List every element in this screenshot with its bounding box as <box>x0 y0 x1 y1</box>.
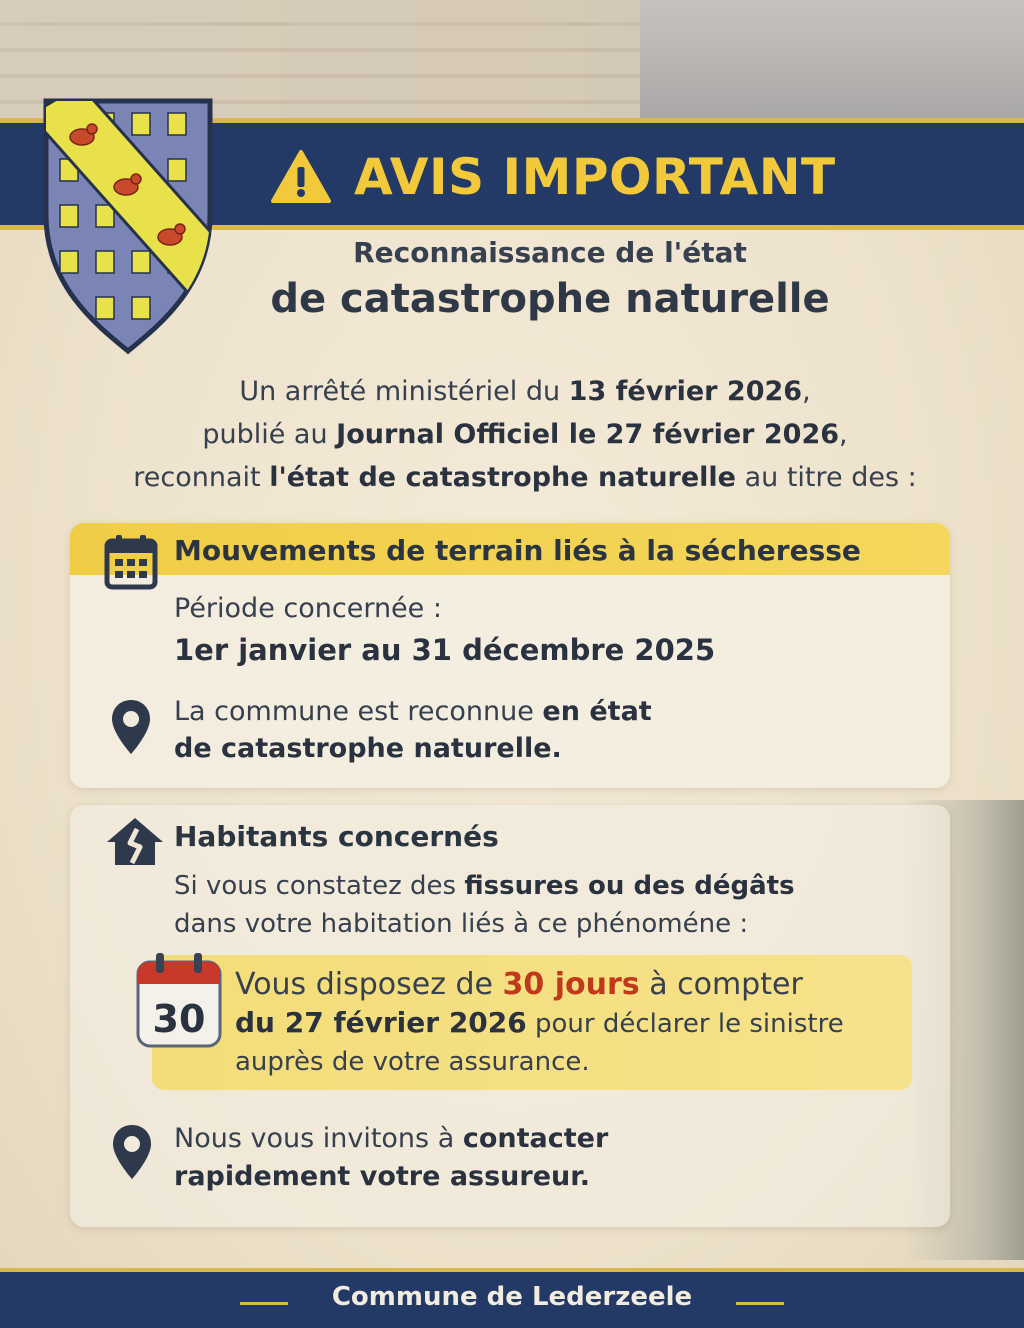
banner-title: AVIS IMPORTANT <box>354 148 836 206</box>
footer-divider-right <box>736 1302 784 1305</box>
period-label: Période concernée : <box>174 593 442 624</box>
footer-banner <box>0 1268 1024 1328</box>
subtitle-line-2: de catastrophe naturelle <box>270 276 830 322</box>
calendar-30-number: 30 <box>152 997 206 1041</box>
calendar-30-icon <box>134 950 226 1052</box>
residents-title: Habitants concernés <box>174 820 499 853</box>
coat-of-arms-logo <box>40 95 216 355</box>
footer-text: Commune de Lederzeele <box>331 1282 693 1312</box>
location-pin-icon <box>110 698 152 756</box>
intro-line-2: publié au Journal Officiel le 27 février 2026, <box>202 419 848 450</box>
commune-status: La commune est reconnue en état de catastrophe naturelle. <box>174 696 652 764</box>
intro-paragraph <box>60 370 990 499</box>
location-pin-icon <box>111 1123 153 1181</box>
contact-insurer-text: Nous vous invitons à contacter rapidement votre assureur. <box>174 1123 609 1192</box>
warning-icon <box>270 149 332 205</box>
residents-text: Si vous constatez des fissures ou des dégâts dans votre habitation liés à ce phénoméne : <box>174 871 795 939</box>
subtitle-line-1: Reconnaissance de l'état <box>353 236 747 269</box>
intro-line-3: reconnait l'état de catastrophe naturelle au titre des : <box>133 462 917 493</box>
period-value: 1er janvier au 31 décembre 2025 <box>174 633 716 667</box>
calendar-icon <box>104 533 158 591</box>
house-crack-icon <box>104 815 166 867</box>
drought-card <box>70 523 950 788</box>
deadline-text: Vous disposez de 30 jours à compter du 27 février 2026 pour déclarer le sinistre auprès de votre assurance. <box>235 967 844 1077</box>
intro-line-1: Un arrêté ministériel du 13 février 2026, <box>239 376 811 407</box>
banner-title-row <box>270 145 930 209</box>
drought-card-title: Mouvements de terrain liés à la sécheresse <box>174 534 861 567</box>
